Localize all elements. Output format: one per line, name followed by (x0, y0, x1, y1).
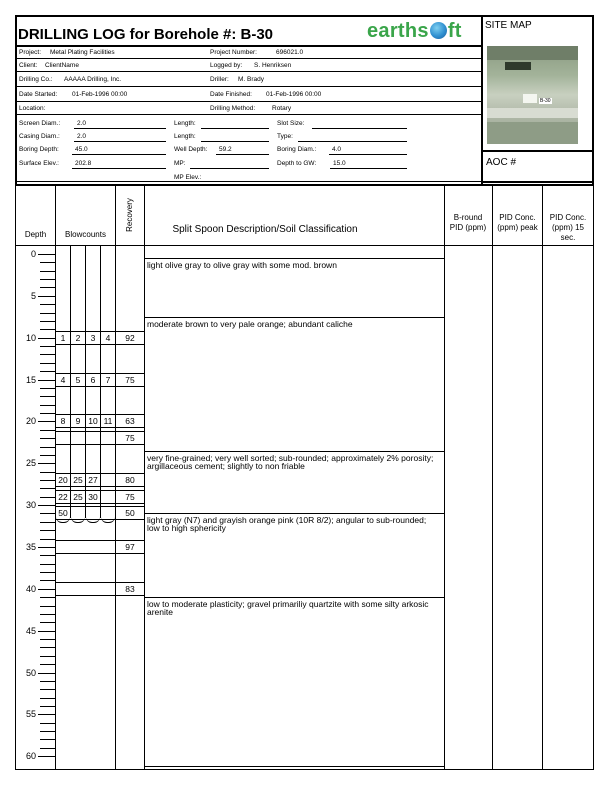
depth-label: 50 (25, 667, 36, 678)
depth-tick (40, 706, 55, 707)
pid-15sec-column-header: PID Conc. (ppm) 15 sec. (549, 213, 587, 242)
description-text: light olive gray to olive gray with some mod. brown (147, 260, 337, 271)
depth-tick (38, 673, 55, 674)
blowcount-row-bottom-rule (56, 553, 145, 554)
blowcount-cell: 20 (58, 474, 68, 485)
depth-label: 25 (25, 458, 36, 469)
blowcount-cell: 50 (58, 508, 68, 519)
depth-label: 15 (25, 374, 36, 385)
depth-tick (40, 748, 55, 749)
table-bottom-border (15, 769, 594, 770)
depth-label: 55 (25, 709, 36, 720)
recovery-value: 92 (125, 332, 135, 343)
drilling-method-value: Rotary (272, 105, 292, 112)
depth-tick (38, 547, 55, 548)
casing-diam-label: Casing Diam.: (19, 133, 60, 140)
depth-tick (40, 304, 55, 305)
depth-tick (40, 572, 55, 573)
depth-tick (40, 614, 55, 615)
refusal-mark (56, 517, 70, 523)
depth-tick (40, 472, 55, 473)
depth-tick (40, 530, 55, 531)
depth-label: 60 (25, 751, 36, 762)
blowcount-cell: 4 (105, 332, 111, 343)
aoc-bottom-rule (482, 181, 594, 183)
well-depth-label: Well Depth: (174, 146, 208, 153)
depth-tick (40, 580, 55, 581)
depth-tick (40, 271, 55, 272)
type-label: Type: (277, 133, 293, 140)
depth-tick (40, 455, 55, 456)
map-building (505, 62, 531, 70)
depth-tick (40, 639, 55, 640)
screen-diam-label: Screen Diam.: (19, 120, 61, 127)
depth-to-gw-label: Depth to GW: (277, 160, 317, 167)
recovery-value: 75 (125, 433, 135, 444)
driller-label: Driller: (210, 76, 229, 83)
description-interval-top (145, 451, 444, 452)
field-row-rule-3 (15, 86, 482, 87)
mp-label: MP: (174, 160, 186, 167)
depth-tick (40, 698, 55, 699)
blowcount-row-bottom-rule (56, 427, 145, 428)
depth-tick (40, 488, 55, 489)
logo-text-left: earths (367, 20, 429, 42)
depth-tick (38, 714, 55, 715)
well-depth-value: 59.2 (219, 146, 232, 153)
depth-tick (38, 380, 55, 381)
boring-diam-underline (329, 154, 407, 155)
depth-tick (40, 681, 55, 682)
depth-tick (40, 430, 55, 431)
blowcount-cell: 3 (90, 332, 96, 343)
depth-tick (40, 664, 55, 665)
project-label: Project: (19, 49, 42, 56)
pid-peak-column-header: PID Conc. (ppm) peak (497, 213, 538, 232)
casing-diam-value: 2.0 (77, 133, 87, 140)
col-divider-peak-end (542, 184, 543, 770)
driller-value: M. Brady (238, 76, 265, 83)
description-text: very fine-grained; very well sorted; sub-rounded; approximately 2% porosity; argillaceous cement; slightly to non friable (147, 452, 434, 471)
blowcount-row-top-rule (56, 582, 145, 583)
blowcount-row-top-rule (56, 490, 145, 491)
surface-elev-underline (72, 168, 166, 169)
map-road (487, 108, 578, 118)
mp-underline (190, 168, 269, 169)
drilling-co-label: Drilling Co.: (19, 76, 53, 83)
logo-text-right: ft (447, 20, 462, 42)
map-marker-label: B-30 (540, 98, 551, 104)
depth-tick (40, 647, 55, 648)
depth-label: 40 (25, 583, 36, 594)
depth-tick (40, 656, 55, 657)
blowcount-cell: 25 (73, 474, 83, 485)
depth-tick (40, 564, 55, 565)
recovery-value: 63 (125, 416, 135, 427)
boring-diam-label: Boring Diam.: (277, 146, 317, 153)
globe-icon (430, 22, 447, 39)
blowcount-cell: 10 (88, 416, 98, 427)
date-started-label: Date Started: (19, 91, 58, 98)
description-interval-top (145, 513, 444, 514)
depth-to-gw-underline (330, 168, 407, 169)
blowcount-row-bottom-rule (56, 595, 145, 596)
depth-tick (40, 739, 55, 740)
slot-size-label: Slot Size: (277, 120, 305, 127)
blowcount-row-bottom-rule (56, 503, 145, 504)
site-map-label: SITE MAP (485, 20, 532, 31)
blowcount-cell: 30 (88, 491, 98, 502)
depth-tick (40, 313, 55, 314)
blowcount-row-top-rule (56, 414, 145, 415)
site-map-image (487, 46, 578, 144)
depth-tick (40, 606, 55, 607)
description-interval-top (145, 317, 444, 318)
mp-elev-underline (208, 181, 269, 182)
table-top-rule (15, 184, 594, 186)
screen-diam-value: 2.0 (77, 120, 87, 127)
blowcount-row-bottom-rule (56, 386, 145, 387)
boring-diam-value: 4.0 (332, 146, 342, 153)
client-label: Client: (19, 62, 38, 69)
header-title-bottom-rule (15, 45, 482, 47)
field-row-rule-2 (15, 71, 482, 72)
table-right-border (593, 184, 594, 770)
blowcount-cell: 7 (105, 374, 111, 385)
length2-underline (201, 141, 269, 142)
depth-tick (40, 447, 55, 448)
recovery-value: 75 (125, 491, 135, 502)
blowcount-row-top-rule (56, 473, 145, 474)
depth-tick (40, 354, 55, 355)
blowcount-row-bottom-rule (56, 486, 145, 487)
aoc-label: AOC # (486, 157, 517, 168)
depth-label: 35 (25, 541, 36, 552)
map-lower-field (487, 122, 578, 144)
blowcount-cell: 9 (75, 416, 81, 427)
refusal-mark (71, 517, 85, 523)
blowcount-cell: 1 (60, 332, 66, 343)
field-row-rule-5 (15, 114, 482, 115)
refusal-mark (86, 517, 100, 523)
depth-label: 20 (25, 416, 36, 427)
blowcount-cell: 4 (60, 374, 66, 385)
blowcount-row-top-rule (56, 331, 145, 332)
depth-label: 45 (25, 625, 36, 636)
table-left-border (15, 184, 16, 770)
depth-tick (38, 254, 55, 255)
blowcount-cell: 27 (88, 474, 98, 485)
earthsoft-logo (367, 20, 462, 42)
blowcount-row-top-rule (56, 373, 145, 374)
blowcounts-column-header: Blowcounts (65, 230, 106, 239)
description-text: low to moderate plasticity; gravel primariliy quartzite with some silty arkosic arenite (147, 599, 429, 618)
depth-column-header: Depth (24, 230, 47, 239)
blowcount-cell: 6 (90, 374, 96, 385)
logged-by-value: S. Henriksen (254, 62, 292, 69)
mp-elev-label: MP Elev.: (174, 174, 202, 181)
recovery-value: 75 (125, 374, 135, 385)
recovery-value: 50 (125, 508, 135, 519)
blowcount-row-top-rule (56, 431, 145, 432)
depth-tick (40, 405, 55, 406)
table-header-rule (15, 245, 594, 246)
boring-depth-underline (72, 154, 166, 155)
col-divider-recovery-end (144, 184, 145, 770)
depth-tick (40, 723, 55, 724)
depth-tick (38, 631, 55, 632)
depth-label: 0 (30, 249, 36, 259)
map-dark-band (487, 46, 578, 60)
slot-size-underline (312, 128, 407, 129)
blowcount-cell: 5 (75, 374, 81, 385)
surface-elev-label: Surface Elev.: (19, 160, 59, 167)
date-finished-label: Date Finished: (210, 91, 252, 98)
drilling-co-value: AAAAA Drilling, Inc. (64, 76, 122, 83)
depth-tick (38, 421, 55, 422)
map-bright-spot (523, 94, 537, 103)
depth-tick (40, 413, 55, 414)
field-row-rule-1 (15, 58, 482, 59)
date-finished-value: 01-Feb-1996 00:00 (266, 91, 322, 98)
drilling-method-label: Drilling Method: (210, 105, 256, 112)
client-value: ClientName (45, 62, 79, 69)
blowcount-row-bottom-rule (56, 444, 145, 445)
depth-to-gw-value: 15.0 (333, 160, 346, 167)
blowcount-cell: 25 (73, 491, 83, 502)
depth-tick (40, 346, 55, 347)
casing-diam-underline (74, 141, 166, 142)
description-interval-bottom (145, 766, 444, 767)
date-started-value: 01-Feb-1996 00:00 (72, 91, 128, 98)
length1-label: Length: (174, 120, 196, 127)
boring-depth-value: 45.0 (75, 146, 88, 153)
type-underline (298, 141, 407, 142)
description-interval-top (145, 597, 444, 598)
depth-tick (40, 497, 55, 498)
sitemap-bottom-rule (482, 150, 594, 152)
recovery-value: 80 (125, 474, 135, 485)
length1-underline (201, 128, 269, 129)
depth-tick (40, 388, 55, 389)
depth-tick (40, 622, 55, 623)
depth-tick (40, 513, 55, 514)
depth-tick (40, 329, 55, 330)
length2-label: Length: (174, 133, 196, 140)
field-row-rule-4 (15, 101, 482, 102)
boring-depth-label: Boring Depth: (19, 146, 59, 153)
depth-tick (40, 522, 55, 523)
depth-tick (40, 438, 55, 439)
col-divider-bround-end (492, 184, 493, 770)
description-column-header: Split Spoon Description/Soil Classification (172, 224, 358, 235)
depth-tick (40, 555, 55, 556)
blowcount-row-top-rule (56, 540, 145, 541)
depth-tick (40, 363, 55, 364)
depth-tick (40, 321, 55, 322)
depth-label: 10 (25, 332, 36, 343)
blowcount-cell: 2 (75, 332, 81, 343)
location-label: Location: (19, 105, 46, 112)
project-value: Metal Plating Facilities (50, 49, 115, 56)
blowcount-row-bottom-rule (56, 344, 145, 345)
description-interval-top (145, 258, 444, 259)
depth-tick (38, 589, 55, 590)
depth-tick (40, 371, 55, 372)
logged-by-label: Logged by: (210, 62, 243, 69)
depth-tick (40, 262, 55, 263)
depth-tick (38, 296, 55, 297)
screen-diam-underline (74, 128, 166, 129)
recovery-value: 83 (125, 583, 135, 594)
project-number-value: 696021.0 (276, 49, 304, 56)
blowcount-cell: 22 (58, 491, 68, 502)
description-text: light gray (N7) and grayish orange pink (10R 8/2); angular to sub-rounded; low to high sphericity (147, 515, 427, 534)
depth-tick (40, 287, 55, 288)
depth-tick (40, 689, 55, 690)
depth-tick (40, 539, 55, 540)
blowcount-cell: 11 (103, 416, 113, 427)
recovery-column-header: Recovery (125, 198, 134, 232)
blowcount-row-top-rule (56, 506, 145, 507)
surface-elev-value: 202.8 (75, 160, 92, 167)
depth-tick (38, 756, 55, 757)
project-number-label: Project Number: (210, 49, 257, 56)
depth-tick (38, 338, 55, 339)
well-depth-underline (216, 154, 269, 155)
depth-tick (38, 463, 55, 464)
depth-tick (40, 279, 55, 280)
blowcount-cell: 8 (60, 416, 66, 427)
depth-tick (40, 731, 55, 732)
depth-tick (38, 505, 55, 506)
depth-tick (40, 480, 55, 481)
page-title: DRILLING LOG for Borehole #: B-30 (18, 26, 274, 43)
depth-tick (40, 396, 55, 397)
col-divider-description-end (444, 184, 445, 770)
refusal-mark (101, 517, 115, 523)
bround-pid-column-header: B-round PID (ppm) (449, 213, 487, 232)
depth-label: 30 (25, 500, 36, 511)
depth-label: 5 (30, 290, 36, 301)
description-text: moderate brown to very pale orange; abundant caliche (147, 318, 353, 329)
recovery-value: 97 (125, 541, 135, 552)
depth-tick (40, 597, 55, 598)
